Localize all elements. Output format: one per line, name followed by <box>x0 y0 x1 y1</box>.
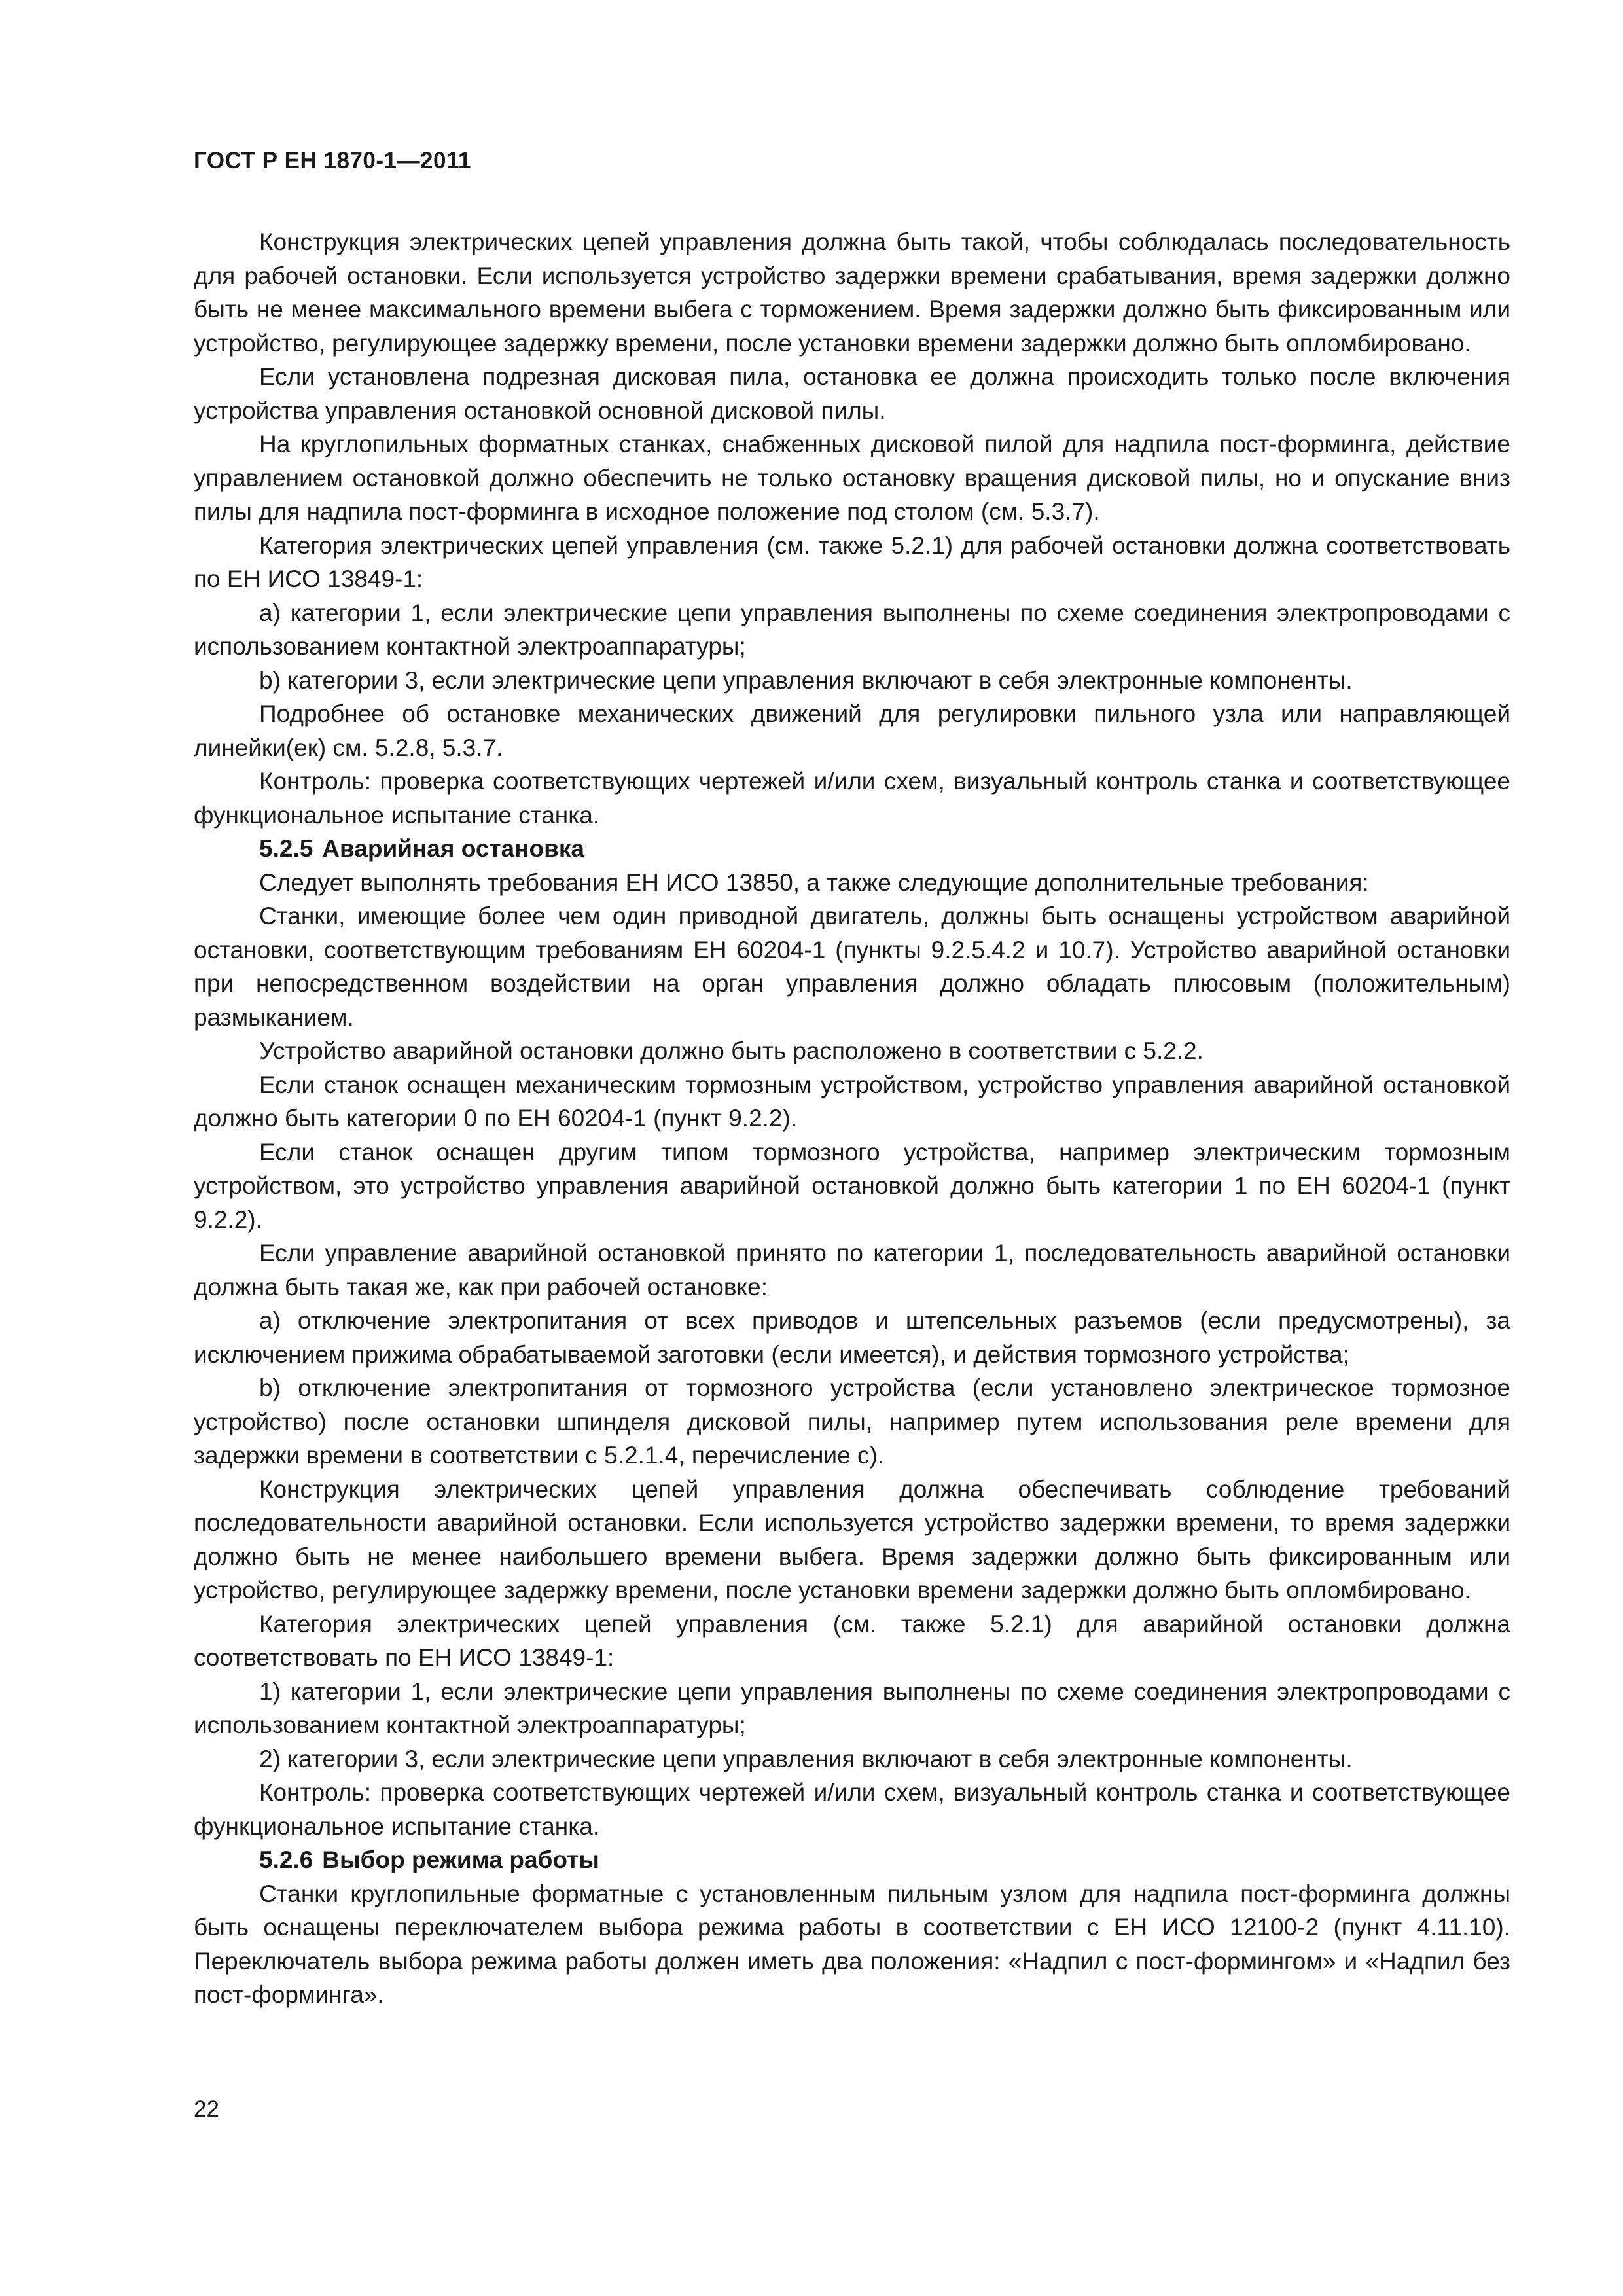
paragraph: Следует выполнять требования ЕН ИСО 13850, а также следующие дополнительные требования: <box>259 869 1369 896</box>
list-item: a) категории 1, если электрические цепи управления выполнены по схеме соединения электропроводами с использованием контактной электроаппаратуры; <box>194 599 1510 660</box>
page-number: 22 <box>194 2096 219 2122</box>
paragraph: Если станок оснащен механическим тормозным устройством, устройство управления аварийной остановкой должно быть категории 0 по ЕН 60204-1 (пункт 9.2.2). <box>194 1071 1510 1132</box>
section-heading-5-2-6 <box>194 1843 1510 1877</box>
paragraph: Конструкция электрических цепей управления должна быть такой, чтобы соблюдалась последовательность для рабочей остановки. Если используется устройство задержки времени срабатывания, время задержки должно быть не менее максимального времени выбега с торможением. Время задержки должно быть фиксированным или устройство, регулирующее задержку времени, после установки времени задержки должно быть опломбировано. <box>194 228 1510 357</box>
list-item: b) отключение электропитания от тормозного устройства (если установлено электрическое тормозное устройство) после остановки шпинделя дисковой пилы, например путем использования реле времени для задержки времени в соответствии с 5.2.1.4, перечисление c). <box>194 1374 1510 1469</box>
document-code-header: ГОСТ Р ЕН 1870-1—2011 <box>194 148 471 173</box>
paragraph: На круглопильных форматных станках, снабженных дисковой пилой для надпила пост-форминга, действие управлением остановкой должно обеспечить не только остановку вращения дисковой пилы, но и опускание вниз пилы для надпила пост-форминга в исходное положение под столом (см. 5.3.7). <box>194 431 1510 525</box>
list-item: a) отключение электропитания от всех приводов и штепсельных разъемов (если предусмотрены), за исключением прижима обрабатываемой заготовки (если имеется), и действия тормозного устройства; <box>194 1307 1510 1368</box>
paragraph: Категория электрических цепей управления (см. также 5.2.1) для аварийной остановки должна соответствовать по ЕН ИСО 13849-1: <box>194 1610 1510 1671</box>
paragraph: Подробнее об остановке механических движений для регулировки пильного узла или направляющей линейки(ек) см. 5.2.8, 5.3.7. <box>194 700 1510 761</box>
section-title: Выбор режима работы <box>322 1846 599 1873</box>
paragraph: Категория электрических цепей управления (см. также 5.2.1) для рабочей остановки должна соответствовать по ЕН ИСО 13849-1: <box>194 531 1510 592</box>
paragraph: Если управление аварийной остановкой принято по категории 1, последовательность аварийной остановки должна быть такая же, как при рабочей остановке: <box>194 1240 1510 1300</box>
section-heading-5-2-5 <box>194 832 1510 866</box>
paragraph: Конструкция электрических цепей управления должна обеспечивать соблюдение требований последовательности аварийной остановки. Если используется устройство задержки времени, то время задержки должно быть не менее наибольшего времени выбега. Время задержки должно быть фиксированным или устройство, регулирующее задержку времени, после установки времени задержки должно быть опломбировано. <box>194 1475 1510 1604</box>
paragraph: Если установлена подрезная дисковая пила, остановка ее должна происходить только после включения устройства управления остановкой основной дисковой пилы. <box>194 363 1510 424</box>
paragraph: Станки, имеющие более чем один приводной двигатель, должны быть оснащены устройством аварийной остановки, соответствующим требованиям ЕН 60204-1 (пункты 9.2.5.4.2 и 10.7). Устройство аварийной остановки при непосредственном воздействии на орган управления должно обладать плюсовым (положительным) размыканием. <box>194 903 1510 1031</box>
document-body <box>194 225 1510 2012</box>
paragraph: Устройство аварийной остановки должно быть расположено в соответствии с 5.2.2. <box>259 1037 1204 1064</box>
section-title: Аварийная остановка <box>322 835 584 862</box>
paragraph: Контроль: проверка соответствующих чертежей и/или схем, визуальный контроль станка и соответствующее функциональное испытание станка. <box>194 768 1510 829</box>
paragraph: Если станок оснащен другим типом тормозного устройства, например электрическим тормозным устройством, это устройство управления аварийной остановкой должно быть категории 1 по ЕН 60204-1 (пункт 9.2.2). <box>194 1138 1510 1233</box>
paragraph: Станки круглопильные форматные с установленным пильным узлом для надпила пост-форминга должны быть оснащены переключателем выбора режима работы в соответствии с ЕН ИСО 12100-2 (пункт 4.11.10). Переключатель выбора режима работы должен иметь два положения: «Надпил с пост-формингом» и «Надпил без пост-форминга». <box>194 1880 1510 2008</box>
list-item: 1) категории 1, если электрические цепи управления выполнены по схеме соединения электропроводами с использованием контактной электроаппаратуры; <box>194 1677 1510 1738</box>
list-item: 2) категории 3, если электрические цепи управления включают в себя электронные компоненты. <box>259 1745 1353 1772</box>
section-number: 5.2.6 <box>259 1846 313 1873</box>
paragraph: Контроль: проверка соответствующих чертежей и/или схем, визуальный контроль станка и соответствующее функциональное испытание станка. <box>194 1779 1510 1840</box>
section-number: 5.2.5 <box>259 835 313 862</box>
list-item: b) категории 3, если электрические цепи управления включают в себя электронные компоненты. <box>259 666 1353 694</box>
